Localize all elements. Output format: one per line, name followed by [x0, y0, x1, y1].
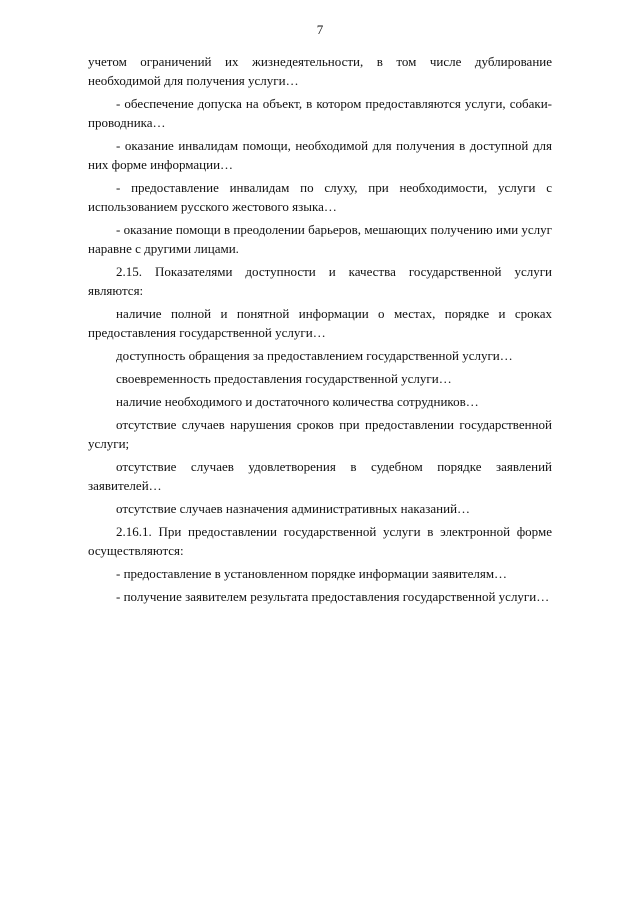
- paragraph-no-court-claims: отсутствие случаев удовлетворения в судебном порядке заявлений заявителей…: [88, 459, 552, 493]
- paragraph-staff: наличие необходимого и достаточного количества сотрудников…: [116, 394, 479, 409]
- paragraph-information-provision: - предоставление в установленном порядке информации заявителям…: [116, 566, 508, 581]
- paragraph-no-deadline-violations: отсутствие случаев нарушения сроков при предоставлении государственной услуги;: [88, 417, 552, 451]
- paragraph-information-availability: наличие полной и понятной информации о местах, порядке и сроках предоставления государственной услуги…: [88, 306, 552, 340]
- section-2-15-heading: 2.15. Показателями доступности и качества государственной услуги являются:: [88, 264, 552, 298]
- page-number: 7: [316, 22, 324, 37]
- paragraph-result-receipt: - получение заявителем результата предоставления государственной услуги…: [116, 589, 550, 604]
- paragraph-assistance: - оказание инвалидам помощи, необходимой для получения в доступной для них форме информации…: [88, 138, 552, 172]
- paragraph-guide-dog-access: - обеспечение допуска на объект, в котором предоставляются услуги, собаки-проводника…: [88, 96, 552, 130]
- paragraph-barriers: - оказание помощи в преодолении барьеров, мешающих получению ими услуг наравне с другими лицами.: [88, 222, 552, 256]
- paragraph-no-penalties: отсутствие случаев назначения административных наказаний…: [116, 501, 471, 516]
- paragraph-sign-language: - предоставление инвалидам по слуху, при необходимости, услуги с использованием русского жестового языка…: [88, 180, 552, 214]
- section-2-16-1-heading: 2.16.1. При предоставлении государственной услуги в электронной форме осуществляются:: [88, 524, 552, 558]
- paragraph-timeliness: своевременность предоставления государственной услуги…: [116, 371, 452, 386]
- paragraph-continuation: учетом ограничений их жизнедеятельности, в том числе дублирование необходимой для получения услуги…: [88, 54, 552, 88]
- paragraph-access: доступность обращения за предоставлением государственной услуги…: [116, 348, 513, 363]
